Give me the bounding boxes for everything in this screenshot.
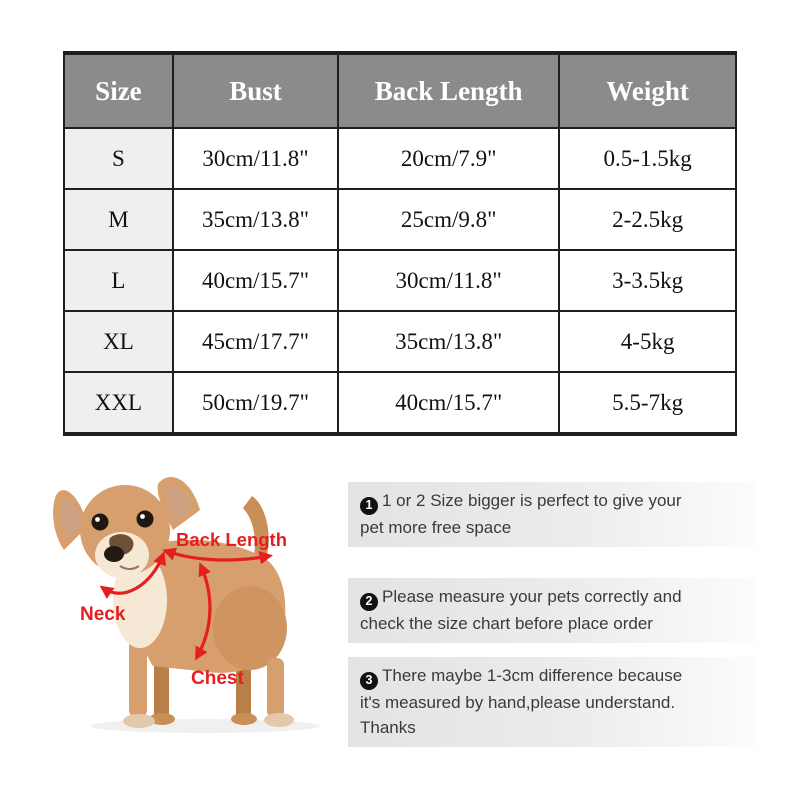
header-bust: Bust <box>173 53 338 128</box>
dog-measurement-diagram <box>40 460 340 770</box>
note-text: 1 or 2 Size bigger is perfect to give your <box>382 491 682 510</box>
header-size: Size <box>64 53 173 128</box>
table-row-s <box>64 128 736 189</box>
note-text: it's measured by hand,please understand. <box>360 692 676 712</box>
note-1 <box>348 482 757 547</box>
note-text: There maybe 1-3cm difference because <box>382 666 683 685</box>
table-header-row <box>64 53 736 128</box>
back-length-label: Back Length <box>176 529 288 550</box>
cell-size: L <box>64 250 173 311</box>
note-text: Thanks <box>360 717 416 737</box>
size-chart-table <box>63 51 737 436</box>
cell-back: 20cm/7.9" <box>338 128 559 189</box>
cell-bust: 40cm/15.7" <box>173 250 338 311</box>
note-text: check the size chart before place order <box>360 613 653 633</box>
table-row-xl <box>64 311 736 372</box>
neck-label: Neck <box>80 604 126 625</box>
cell-weight: 0.5-1.5kg <box>559 128 736 189</box>
note-2 <box>348 578 757 643</box>
table-row-m <box>64 189 736 250</box>
cell-back: 35cm/13.8" <box>338 311 559 372</box>
cell-size: S <box>64 128 173 189</box>
cell-size: XL <box>64 311 173 372</box>
cell-weight: 5.5-7kg <box>559 372 736 434</box>
header-back-length: Back Length <box>338 53 559 128</box>
dog-figure <box>53 477 294 728</box>
note-text: pet more free space <box>360 517 512 537</box>
header-weight: Weight <box>559 53 736 128</box>
cell-back: 30cm/11.8" <box>338 250 559 311</box>
dog-eye <box>92 514 109 531</box>
table-row-l <box>64 250 736 311</box>
dog-nose <box>104 546 124 562</box>
note-3 <box>348 657 757 747</box>
cell-back: 40cm/15.7" <box>338 372 559 434</box>
cell-bust: 45cm/17.7" <box>173 311 338 372</box>
cell-back: 25cm/9.8" <box>338 189 559 250</box>
cell-size: XXL <box>64 372 173 434</box>
cell-bust: 35cm/13.8" <box>173 189 338 250</box>
table-row-xxl <box>64 372 736 434</box>
note-number-badge: 2 <box>360 593 378 611</box>
note-number-badge: 3 <box>360 672 378 690</box>
note-number-badge: 1 <box>360 497 378 515</box>
note-text: Please measure your pets correctly and <box>382 587 682 606</box>
cell-bust: 30cm/11.8" <box>173 128 338 189</box>
cell-weight: 2-2.5kg <box>559 189 736 250</box>
dog-eye <box>137 511 154 528</box>
cell-size: M <box>64 189 173 250</box>
chihuahua-illustration <box>40 460 340 770</box>
cell-weight: 3-3.5kg <box>559 250 736 311</box>
chest-label: Chest <box>191 668 244 689</box>
cell-bust: 50cm/19.7" <box>173 372 338 434</box>
cell-weight: 4-5kg <box>559 311 736 372</box>
